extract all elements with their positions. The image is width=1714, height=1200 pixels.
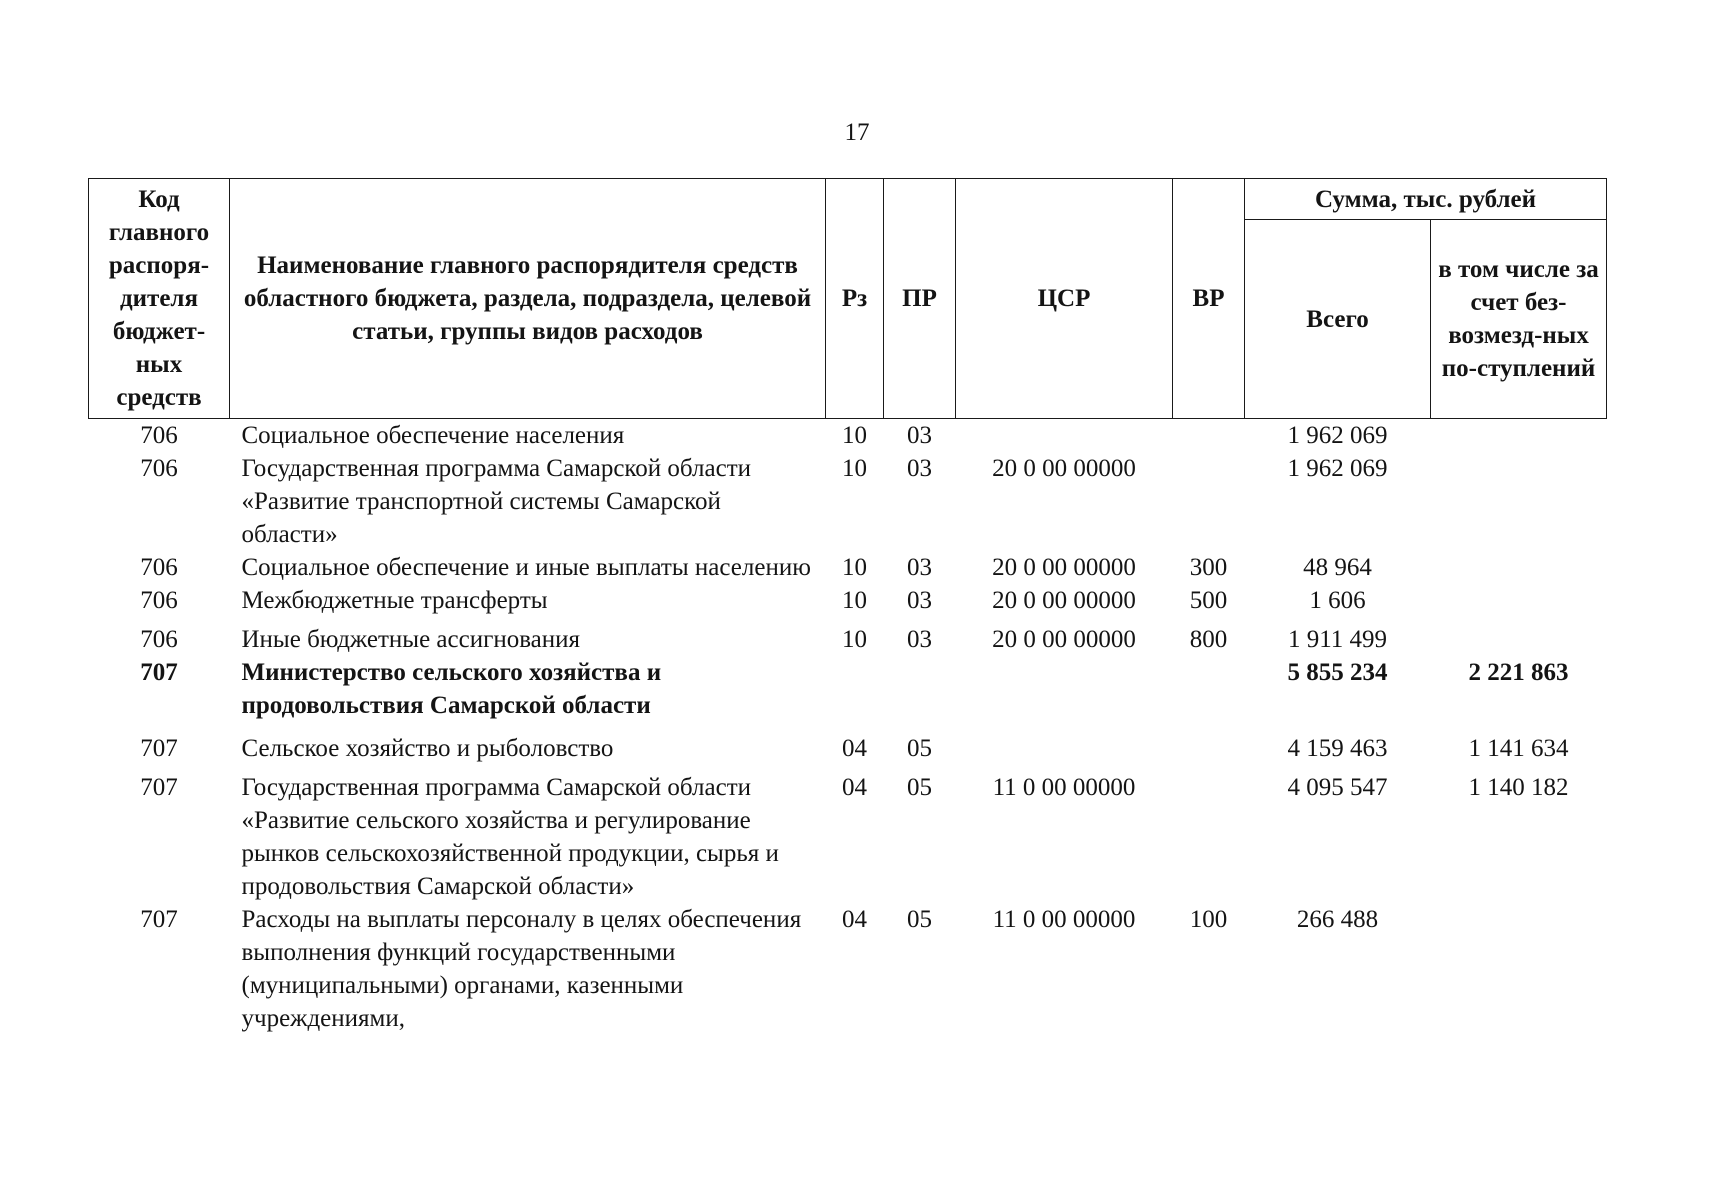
cell-name: Государственная программа Самарской области «Развитие сельского хозяйства и регулирование рынков сельскохозяйственной продукции, сырья и продовольствия Самарской области» <box>241 774 779 900</box>
cell-rz: 10 <box>842 554 867 581</box>
table-body <box>89 419 1607 1036</box>
table-row <box>89 656 1607 722</box>
cell-code: 706 <box>140 422 178 449</box>
cell-rz <box>826 656 884 722</box>
cell-vr <box>1173 722 1245 765</box>
table-row <box>89 722 1607 765</box>
cell-total: 1 606 <box>1309 587 1366 614</box>
header-rz: Рз <box>826 179 884 419</box>
cell-pr: 03 <box>907 554 932 581</box>
cell-csr: 20 0 00 00000 <box>992 455 1136 482</box>
table-row <box>89 452 1607 551</box>
cell-name: Межбюджетные трансферты <box>241 587 548 614</box>
cell-free: 1 140 182 <box>1468 774 1569 801</box>
header-pr: ПР <box>884 179 956 419</box>
cell-total: 1 911 499 <box>1287 626 1388 653</box>
cell-vr: 300 <box>1189 554 1228 581</box>
cell-rz: 10 <box>842 626 867 653</box>
cell-rz: 10 <box>842 587 867 614</box>
budget-table <box>88 178 1607 1035</box>
page-number: 17 <box>844 119 870 146</box>
header-vr: ВР <box>1173 179 1245 419</box>
cell-total: 48 964 <box>1303 554 1372 581</box>
cell-vr: 800 <box>1189 626 1228 653</box>
cell-name: Социальное обеспечение населения <box>241 422 625 449</box>
cell-code: 706 <box>140 587 178 614</box>
cell-name: Иные бюджетные ассигнования <box>241 626 581 653</box>
table-row <box>89 551 1607 584</box>
table-row <box>89 419 1607 453</box>
cell-name: Государственная программа Самарской области «Развитие транспортной системы Самарской области» <box>241 455 751 548</box>
cell-name: Социальное обеспечение и иные выплаты населению <box>241 554 811 581</box>
table-row <box>89 765 1607 903</box>
cell-csr: 20 0 00 00000 <box>992 626 1136 653</box>
cell-vr <box>1173 452 1245 551</box>
cell-total: 266 488 <box>1296 906 1379 933</box>
cell-pr: 03 <box>907 626 932 653</box>
header-code: Код главного распоря-дителя бюджет-ных средств <box>89 179 230 419</box>
cell-code: 707 <box>140 774 178 801</box>
cell-free <box>1431 551 1607 584</box>
cell-rz: 10 <box>842 455 867 482</box>
cell-pr <box>884 656 956 722</box>
cell-csr <box>956 656 1173 722</box>
cell-csr: 20 0 00 00000 <box>992 554 1136 581</box>
cell-code: 706 <box>140 554 178 581</box>
cell-free <box>1431 419 1607 453</box>
header-sum-group: Сумма, тыс. рублей <box>1245 179 1607 220</box>
cell-free <box>1431 452 1607 551</box>
cell-free <box>1431 584 1607 617</box>
cell-vr <box>1173 656 1245 722</box>
cell-csr: 11 0 00 00000 <box>992 906 1136 933</box>
cell-free: 1 141 634 <box>1468 735 1569 762</box>
cell-code: 707 <box>140 735 178 762</box>
cell-vr: 500 <box>1189 587 1228 614</box>
cell-vr <box>1173 419 1245 453</box>
cell-vr <box>1173 765 1245 903</box>
cell-name: Расходы на выплаты персоналу в целях обеспечения выполнения функций государственными (муниципальными) органами, казенными учреждениями, <box>241 906 802 1032</box>
table-row <box>89 903 1607 1035</box>
header-csr: ЦСР <box>956 179 1173 419</box>
cell-free <box>1431 617 1607 656</box>
cell-free <box>1431 903 1607 1035</box>
cell-rz: 04 <box>842 906 867 933</box>
cell-csr <box>956 419 1173 453</box>
cell-rz: 04 <box>842 735 867 762</box>
cell-rz: 04 <box>842 774 867 801</box>
cell-total: 1 962 069 <box>1287 422 1388 449</box>
cell-total: 5 855 234 <box>1287 659 1388 686</box>
header-name: Наименование главного распорядителя средств областного бюджета, раздела, подраздела, целевой статьи, группы видов расходов <box>230 179 826 419</box>
cell-free: 2 221 863 <box>1468 659 1569 686</box>
cell-name: Сельское хозяйство и рыболовство <box>241 735 614 762</box>
header-free: в том числе за счет без-возмезд-ных по-ступлений <box>1431 220 1607 419</box>
cell-pr: 05 <box>907 774 932 801</box>
cell-csr: 20 0 00 00000 <box>992 587 1136 614</box>
cell-code: 707 <box>140 906 178 933</box>
cell-csr <box>956 722 1173 765</box>
cell-code: 706 <box>140 626 178 653</box>
cell-pr: 03 <box>907 422 932 449</box>
cell-code: 707 <box>140 659 178 686</box>
cell-rz: 10 <box>842 422 867 449</box>
cell-pr: 03 <box>907 455 932 482</box>
cell-vr: 100 <box>1189 906 1228 933</box>
cell-total: 4 095 547 <box>1287 774 1388 801</box>
cell-csr: 11 0 00 00000 <box>992 774 1136 801</box>
cell-pr: 05 <box>907 906 932 933</box>
table-row <box>89 617 1607 656</box>
cell-code: 706 <box>140 455 178 482</box>
cell-name: Министерство сельского хозяйства и продовольствия Самарской области <box>241 659 662 719</box>
table-row <box>89 584 1607 617</box>
cell-total: 4 159 463 <box>1287 735 1388 762</box>
cell-pr: 05 <box>907 735 932 762</box>
cell-total: 1 962 069 <box>1287 455 1388 482</box>
table-header <box>89 179 1607 419</box>
header-total: Всего <box>1245 220 1431 419</box>
cell-pr: 03 <box>907 587 932 614</box>
